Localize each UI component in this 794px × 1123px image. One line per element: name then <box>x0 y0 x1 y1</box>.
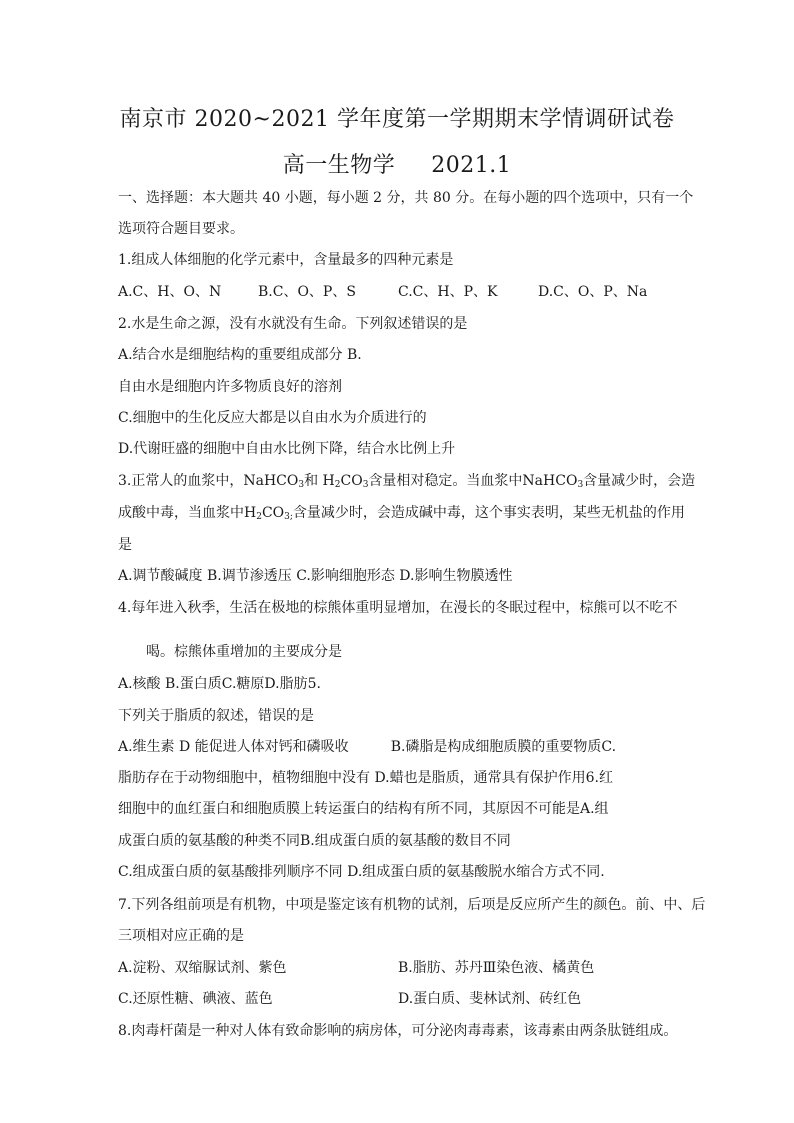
q7-stem-line2: 三项相对应正确的是 <box>118 928 244 944</box>
q3-options: A.调节酸碱度 B.调节渗透压 C.影响细胞形态 D.影响生物膜透性 <box>118 568 513 584</box>
q5-stem: 下列关于脂质的叙述，错误的是 <box>118 708 314 724</box>
q3-text-e: 含量减少时，会造 <box>583 473 696 489</box>
q2-line-3: C.细胞中的生化反应大都是以自由水为介质进行的 <box>118 410 427 426</box>
q3-text-h: 含量减少时，会造成碱中毒，这个事实表明，某些无机盐的作用 <box>292 505 685 521</box>
q1-stem: 1.组成人体细胞的化学元素中，含量最多的四种元素是 <box>118 252 454 268</box>
q5-option-a: A.维生素 D 能促进人体对钙和磷吸收 <box>118 739 349 755</box>
subscript: 3 <box>298 480 305 490</box>
q7-option-d: D.蛋白质、斐林试剂、砖红色 <box>398 991 582 1007</box>
q1-option-b: B.C、O、P、S <box>258 284 356 300</box>
q7-options-row2 <box>118 988 678 1008</box>
q6-line2: 成蛋白质的氨基酸的种类不同B.组成蛋白质的氨基酸的数目不同 <box>118 833 511 849</box>
q3-text-f: 成酸中毒，当血浆中H <box>118 505 257 521</box>
q4-stem-line1: 4.每年进入秋季，生活在极地的棕熊体重明显增加，在漫长的冬眠过程中，棕熊可以不吃不 <box>118 600 678 616</box>
q7-option-b: B.脂肪、苏丹Ⅲ染色液、橘黄色 <box>398 960 595 976</box>
q8-stem: 8.肉毒杆菌是一种对人体有致命影响的病房体，可分泌肉毒毒素，该毒素由两条肽链组成。 <box>118 1023 678 1039</box>
exam-subtitle <box>0 148 794 179</box>
q1-option-a: A.C、H、O、N <box>118 284 222 300</box>
q7-option-a: A.淀粉、双缩脲试剂、紫色 <box>118 960 287 976</box>
section-intro-line1: 一、选择题：本大题共 40 小题，每小题 2 分，共 80 分。在每小题的四个选项中，只有一个 <box>118 190 694 206</box>
q3-text-d: 含量相对稳定。当血浆中NaHCO <box>368 473 578 489</box>
q3-stem-line2 <box>118 502 685 522</box>
q3-text-g: CO <box>261 505 285 521</box>
q2-line-2: 自由水是细胞内许多物质良好的溶剂 <box>118 379 342 395</box>
q6-line1: 细胞中的血红蛋白和细胞质膜上转运蛋白的结构有所不同，其原因不可能是A.组 <box>118 801 609 817</box>
q3-text-c: CO <box>340 473 363 489</box>
q3-stem-line3: 是 <box>118 537 132 553</box>
q6-line3: C.组成蛋白质的氨基酸排列顺序不同 D.组成蛋白质的氨基酸脱水缩合方式不同. <box>118 864 605 880</box>
subscript: 3; <box>284 512 293 522</box>
q7-options-row1 <box>118 957 678 977</box>
exam-date: 2021.1 <box>431 153 512 178</box>
subscript: 2 <box>256 512 262 522</box>
subscript: 3 <box>577 480 584 490</box>
subscript: 2 <box>334 480 341 490</box>
q1-options <box>118 281 678 301</box>
section-intro-line2: 选项符合题目要求。 <box>118 221 244 237</box>
q5-option-b: B.磷脂是构成细胞质膜的重要物质C. <box>390 739 617 755</box>
q1-option-d: D.C、O、P、Na <box>538 284 648 300</box>
q1-option-c: C.C、H、P、K <box>398 284 498 300</box>
q3-stem-line1 <box>118 470 695 490</box>
q4-stem-line2: 喝。棕熊体重增加的主要成分是 <box>146 644 342 660</box>
q2-line-4: D.代谢旺盛的细胞中自由水比例下降，结合水比例上升 <box>118 441 456 457</box>
q7-stem-line1: 7.下列各组前项是有机物，中项是鉴定该有机物的试剂，后项是反应所产生的颜色。前、中、后 <box>118 897 706 913</box>
q2-line-1: A.结合水是细胞结构的重要组成部分 B. <box>118 347 362 363</box>
subject-label: 高一生物学 <box>282 153 396 178</box>
q7-option-c: C.还原性糖、碘液、蓝色 <box>118 991 273 1007</box>
q2-stem: 2.水是生命之源，没有水就没有生命。下列叙述错误的是 <box>118 316 468 332</box>
exam-title: 南京市 2020~2021 学年度第一学期期末学情调研试卷 <box>119 107 675 132</box>
q5-line1 <box>118 736 616 756</box>
q4-options: A.核酸 B.蛋白质C.糖原D.脂肪5. <box>118 676 321 692</box>
q5-line2: 脂肪存在于动物细胞中，植物细胞中没有 D.蜡也是脂质，通常具有保护作用6.红 <box>118 770 613 786</box>
subscript: 3 <box>362 480 369 490</box>
q3-text-a: 3.正常人的血浆中，NaHCO <box>118 473 299 489</box>
q3-text-b: 和 H <box>304 473 335 489</box>
